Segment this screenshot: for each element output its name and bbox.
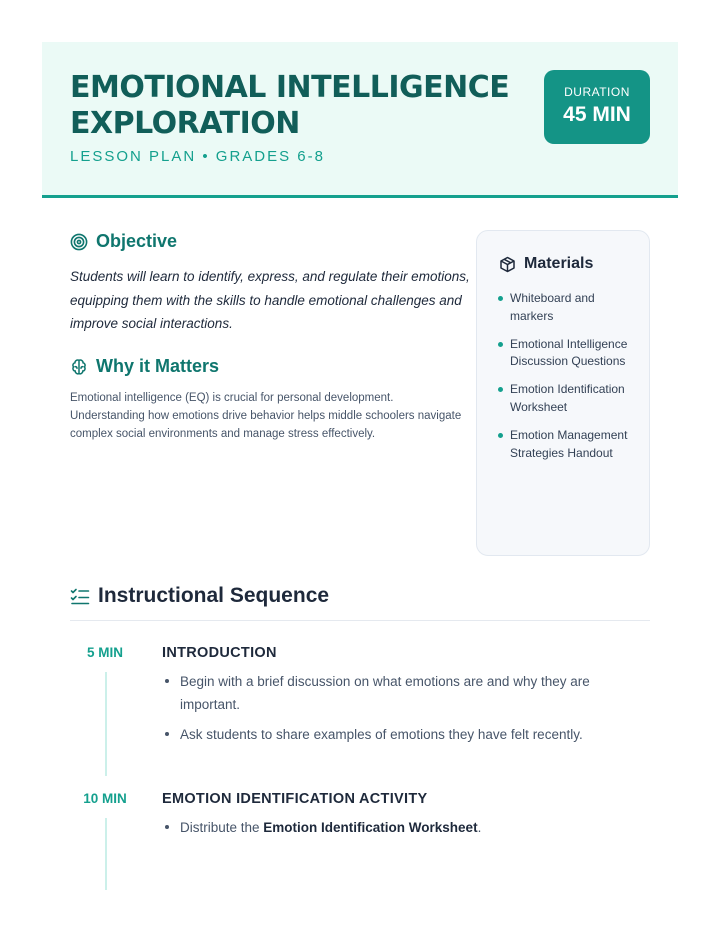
checklist-icon (70, 587, 90, 605)
page-title: EMOTIONAL INTELLIGENCE EXPLORATION (70, 70, 510, 141)
timeline-line (105, 818, 107, 890)
step-time: 5 MIN (86, 645, 123, 660)
brain-icon (70, 358, 88, 376)
why-heading (70, 356, 219, 377)
duration-value: 45 MIN (563, 103, 631, 126)
box-icon (499, 256, 516, 273)
materials-heading-text: Materials (524, 255, 594, 272)
step-name: INTRODUCTION (162, 645, 277, 661)
step-bullets (162, 816, 632, 846)
objective-heading-text: Objective (96, 231, 178, 251)
step-bullets (162, 670, 632, 753)
list-item: Emotion Identification Worksheet (497, 381, 631, 416)
lesson-header (42, 42, 678, 198)
step-time: 10 MIN (83, 791, 127, 806)
bullet-text: Distribute the (180, 820, 264, 835)
duration-badge (544, 70, 650, 144)
materials-list (497, 290, 631, 473)
list-item: Whiteboard and markers (497, 290, 631, 325)
objective-text: Students will learn to identify, express, and regulate their emotions, equipping them with the skills to handle emotional challenges and improve social interactions. (70, 269, 470, 331)
list-item: Begin with a brief discussion on what emotions are and why they are important. (162, 670, 632, 716)
list-item: Emotion Management Strategies Handout (497, 427, 631, 462)
materials-card (476, 230, 650, 556)
list-item: Ask students to share examples of emotions they have felt recently. (162, 723, 632, 746)
divider (70, 620, 650, 621)
page-subtitle: LESSON PLAN • GRADES 6-8 (70, 148, 325, 165)
list-item: Emotional Intelligence Discussion Questions (497, 336, 631, 371)
objective-heading (70, 231, 177, 252)
sequence-heading-text: Instructional Sequence (98, 584, 330, 607)
why-heading-text: Why it Matters (96, 356, 220, 376)
materials-heading (499, 255, 593, 273)
worksheet-name: Emotion Identification Worksheet (263, 820, 478, 835)
why-text: Emotional intelligence (EQ) is crucial for personal development. Understanding how emotions drive behavior helps middle schoolers navigate complex social environments and manage stress effectively. (70, 392, 462, 440)
timeline-line (105, 672, 107, 776)
list-item (162, 816, 632, 839)
step-name: EMOTION IDENTIFICATION ACTIVITY (162, 791, 428, 807)
bullet-text: . (477, 820, 482, 835)
sequence-heading (70, 584, 329, 608)
duration-label: DURATION (564, 85, 630, 99)
target-icon (70, 233, 88, 251)
